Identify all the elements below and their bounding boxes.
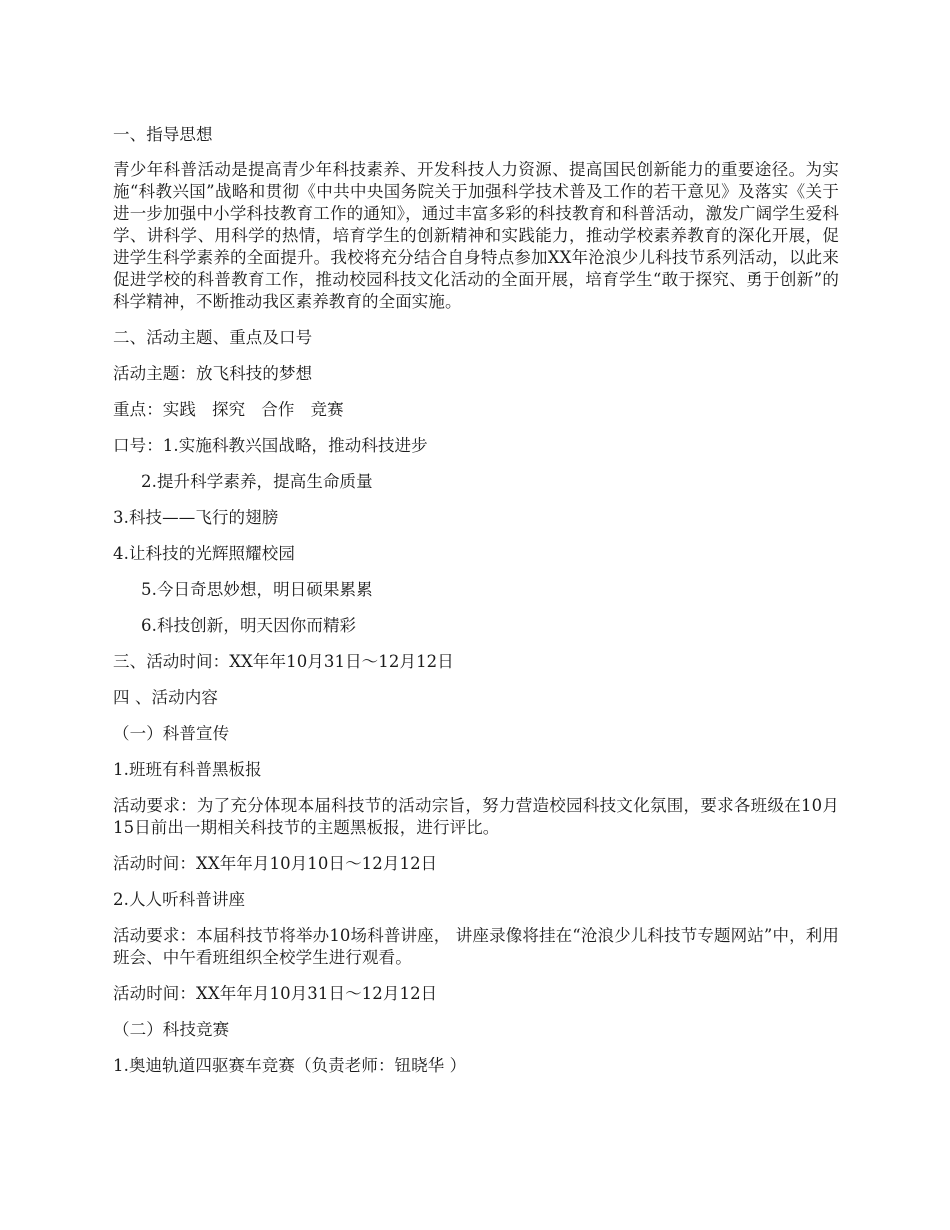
item-time-lectures: 活动时间：XX年年月10月31日～12月12日 (113, 984, 438, 1003)
subsection-heading-competitions: （二）科技竞赛 (113, 1020, 230, 1039)
competition-item-1: 1.奥迪轨道四驱赛车竞赛（负责老师：钮晓华 ） (113, 1056, 467, 1075)
slogan-6: 6.科技创新，明天因你而精彩 (141, 616, 357, 635)
slogan-1: 口号：1.实施科教兴国战略，推动科技进步 (113, 436, 428, 455)
item-time-blackboard: 活动时间：XX年年月10月10日～12月12日 (113, 854, 438, 873)
slogan-5: 5.今日奇思妙想，明日硕果累累 (141, 580, 373, 599)
item-title-blackboard: 1.班班有科普黑板报 (113, 760, 262, 779)
section-heading-guiding-ideology: 一、指导思想 (113, 125, 213, 144)
item-requirement-blackboard: 活动要求：为了充分体现本届科技节的活动宗旨，努力营造校园科技文化氛围，要求各班级在10月15日前出一期相关科技节的主题黑板报，进行评比。 (113, 796, 839, 837)
section-heading-content: 四 、活动内容 (113, 688, 218, 707)
focus-line: 重点：实践 探究 合作 竞赛 (113, 400, 344, 419)
item-requirement-lectures: 活动要求：本届科技节将举办10场科普讲座， 讲座录像将挂在“沧浪少儿科技节专题网站”中，利用班会、中午看班组织全校学生进行观看。 (113, 926, 839, 967)
document-body (113, 124, 839, 1077)
subsection-heading-publicity: （一）科普宣传 (113, 724, 230, 743)
slogan-3: 3.科技——飞行的翅膀 (113, 508, 279, 527)
section-heading-theme: 二、活动主题、重点及口号 (113, 328, 313, 347)
item-title-lectures: 2.人人听科普讲座 (113, 890, 246, 909)
slogan-4: 4.让科技的光辉照耀校园 (113, 544, 295, 563)
slogan-2: 2.提升科学素养，提高生命质量 (141, 472, 373, 491)
section-heading-time: 三、活动时间：XX年年10月31日～12月12日 (113, 652, 454, 671)
intro-paragraph: 青少年科普活动是提高青少年科技素养、开发科技人力资源、提高国民创新能力的重要途径。为实施“科教兴国”战略和贯彻《中共中央国务院关于加强科学技术普及工作的若干意见》及落实《关于进一步加强中小学科技教育工作的通知》，通过丰富多彩的科技教育和科普活动，激发广阔学生爱科学、讲科学、用科学的热情，培育学生的创新精神和实践能力，推动学校素养教育的深化开展，促进学生科学素养的全面提升。我校将充分结合自身特点参加XX年沧浪少儿科技节系列活动，以此来促进学校的科普教育工作，推动校园科技文化活动的全面开展，培育学生“敢于探究、勇于创新”的科学精神，不断推动我区素养教育的全面实施。 (113, 160, 839, 311)
theme-line: 活动主题：放飞科技的梦想 (113, 364, 313, 383)
